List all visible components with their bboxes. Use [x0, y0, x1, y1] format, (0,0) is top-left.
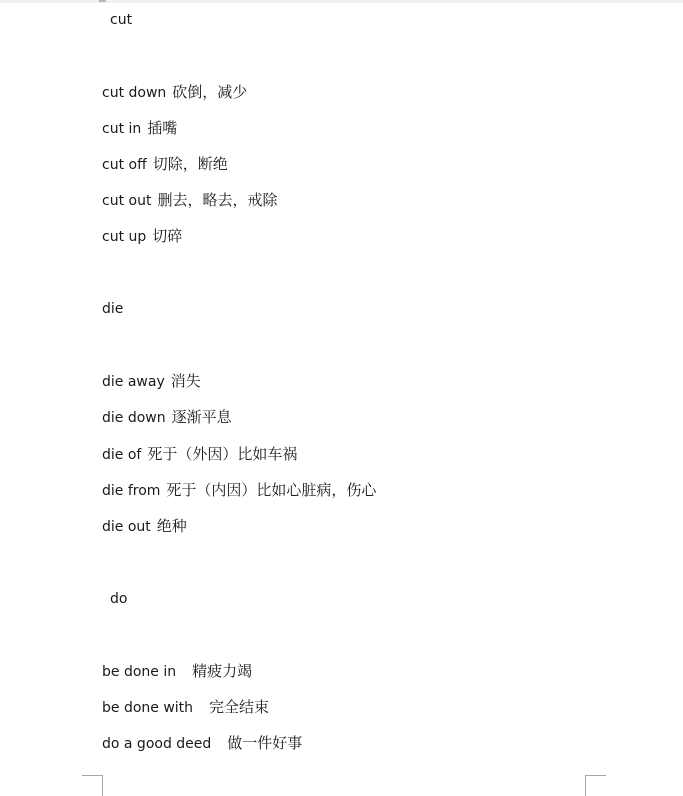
- meaning-text: 插嘴: [147, 119, 178, 137]
- list-item: [102, 445, 297, 464]
- section-heading-cut: [110, 11, 132, 29]
- phrase-text: cut in: [102, 121, 142, 137]
- meaning-text: 完全结束: [209, 698, 270, 716]
- phrase-text: be done with: [102, 700, 194, 716]
- meaning-text: 精疲力竭: [192, 662, 253, 680]
- meaning-text: 死于（内因）比如心脏病，伤心: [166, 481, 377, 499]
- meaning-text: 切碎: [152, 227, 183, 245]
- list-item: [102, 517, 187, 536]
- page-margin-corner-left: [82, 775, 103, 796]
- section-heading-text: do: [110, 591, 128, 607]
- meaning-text: 死于（外因）比如车祸: [147, 445, 298, 463]
- phrase-text: die out: [102, 519, 151, 535]
- list-item: [102, 155, 228, 174]
- phrase-text: do a good deed: [102, 736, 212, 752]
- phrase-text: die away: [102, 374, 165, 390]
- phrase-text: cut down: [102, 85, 167, 101]
- phrase-text: cut off: [102, 157, 147, 173]
- list-item: [102, 372, 201, 391]
- list-item: [102, 83, 247, 102]
- meaning-text: 逐渐平息: [171, 408, 232, 426]
- meaning-text: 砍倒，减少: [172, 83, 248, 101]
- list-item: [102, 227, 182, 246]
- meaning-text: 消失: [170, 372, 201, 390]
- list-item: [102, 191, 277, 210]
- list-item: [102, 662, 252, 681]
- phrase-text: be done in: [102, 664, 177, 680]
- section-heading-do: [110, 590, 127, 608]
- list-item: [102, 408, 232, 427]
- meaning-text: 切除，断绝: [152, 155, 228, 173]
- meaning-text: 删去，略去，戒除: [157, 191, 278, 209]
- phrase-text: die of: [102, 447, 142, 463]
- phrase-text: die from: [102, 483, 161, 499]
- list-item: [102, 698, 269, 717]
- section-heading-die: [102, 300, 123, 318]
- section-heading-text: cut: [110, 12, 133, 28]
- phrase-text: cut up: [102, 229, 147, 245]
- meaning-text: 绝种: [156, 517, 187, 535]
- list-item: [102, 734, 302, 753]
- list-item: [102, 481, 376, 500]
- meaning-text: 做一件好事: [227, 734, 303, 752]
- phrase-text: die down: [102, 410, 166, 426]
- section-heading-text: die: [102, 301, 124, 317]
- page-margin-corner-right: [585, 775, 606, 796]
- phrase-text: cut out: [102, 193, 152, 209]
- list-item: [102, 119, 177, 138]
